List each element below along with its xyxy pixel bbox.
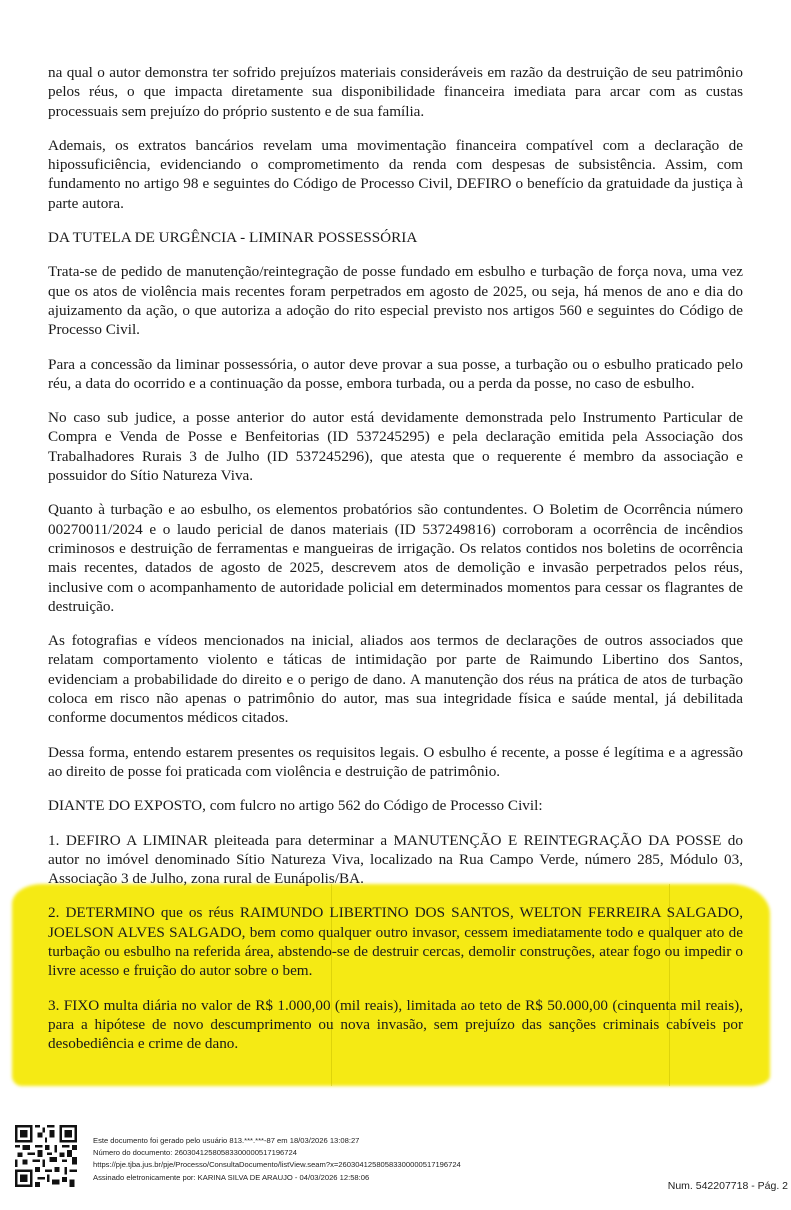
order-item-3-multa-diaria: 3. FIXO multa diária no valor de R$ 1.000,00 (mil reais), limitada ao teto de R$ 50.000,00 (cinquenta mil reais), para a hipótese de novo descumprimento ou nova invasão, sem prejuízo das sanções criminais cabíveis por desobediência e crime de dano.	[48, 996, 743, 1053]
document-url-line[interactable]: https://pje.tjba.jus.br/pje/Processo/ConsultaDocumento/listView.seam?x=26030412580583300000517196724	[93, 1160, 461, 1170]
order-item-2-determino: 2. DETERMINO que os réus RAIMUNDO LIBERTINO DOS SANTOS, WELTON FERREIRA SALGADO, JOELSON ALVES SALGADO, bem como qualquer outro invasor, cessem imediatamente todo e qualquer ato de turbação ou esbulho na referida área, abstendo-se de destruir cercas, demolir construções, atear fogo ou impedir o livre acesso e fruição do autor sobre o bem.	[48, 904, 743, 980]
signed-by-line: Assinado eletronicamente por: KARINA SILVA DE ARAUJO - 04/03/2026 12:58:06	[93, 1172, 370, 1182]
electronic-signature-info	[93, 1135, 461, 1184]
generated-by-line: Este documento foi gerado pelo usuário 813.***.***-87 em 18/03/2026 13:08:27	[93, 1136, 360, 1145]
order-item-1-defiro-liminar: 1. DEFIRO A LIMINAR pleiteada para determinar a MANUTENÇÃO E REINTEGRAÇÃO DA POSSE do autor no imóvel denominado Sítio Natureza Viva, localizado na Rua Campo Verde, número 285, Módulo 03, Associação 3 de Julho, zona rural de Eunápolis/BA.	[48, 831, 743, 888]
paragraph-extratos-bancarios: Ademais, os extratos bancários revelam uma movimentação financeira compatível com a declaração de hipossuficiência, evidenciando o comprometimento da renda com despesas de subsistência. Assim, com fundamento no artigo 98 e seguintes do Código de Processo Civil, DEFIRO o benefício da gratuidade da justiça à parte autora.	[48, 136, 743, 212]
paragraph-fotografias-videos: As fotografias e vídeos mencionados na inicial, aliados aos termos de declarações de outros associados que relatam comportamento violento e táticas de intimidação por parte de Raimundo Libertino dos Santos, evidenciam a probabilidade do direito e o perigo de dano. A manutenção dos réus na prática de atos de turbação coloca em risco não apenas o patrimônio do autor, mas sua integridade física e saúde mental, já debilitada conforme documentos médicos citados.	[48, 632, 743, 727]
paragraph-diante-do-exposto: DIANTE DO EXPOSTO, com fulcro no artigo 562 do Código de Processo Civil:	[48, 797, 543, 815]
paragraph-concessao-liminar: Para a concessão da liminar possessória, o autor deve provar a sua posse, a turbação ou o esbulho praticado pelo réu, a data do ocorrido e a continuação da posse, embora turbada, ou a perda da posse, no caso de esbulho.	[48, 355, 743, 392]
document-number-line: Número do documento: 26030412580583300000517196724	[93, 1148, 297, 1158]
page-number: Num. 542207718 - Pág. 2	[667, 1180, 788, 1192]
section-heading-tutela: DA TUTELA DE URGÊNCIA - LIMINAR POSSESSÓRIA	[48, 229, 418, 247]
paragraph-requisitos-legais: Dessa forma, entendo estarem presentes os requisitos legais. O esbulho é recente, a posse é legítima e a agressão ao direito de posse foi praticada com violência e destruição de patrimônio.	[48, 743, 743, 780]
paragraph-caso-sub-judice: No caso sub judice, a posse anterior do autor está devidamente demonstrada pelo Instrumento Particular de Compra e Venda de Posse e Benfeitorias (ID 537245295) e pela declaração emitida pela Associação dos Trabalhadores Rurais 3 de Julho (ID 537245296), que atesta que o requerente é membro da associação e possuidor do Sítio Natureza Viva.	[48, 409, 743, 485]
paragraph-turbacao-esbulho: Quanto à turbação e ao esbulho, os elementos probatórios são contundentes. O Boletim de Ocorrência número 00270011/2024 e o laudo pericial de danos materiais (ID 537249816) corroboram a ocorrência de incêndios criminosos e destruição de ferramentas e mangueiras de irrigação. Os relatos contidos nos boletins de ocorrência mais recentes, datados de agosto de 2025, descrevem atos de demolição e invasão perpetrados pelos réus, inclusive com o acompanhamento de autoridade policial em determinados momentos para cessar os flagrantes de destruição.	[48, 501, 743, 615]
qr-code-icon	[15, 1125, 77, 1187]
document-body	[48, 63, 743, 1068]
paragraph-gratuidade-continuation: na qual o autor demonstra ter sofrido prejuízos materiais consideráveis em razão da destruição de seu patrimônio pelos réus, o que impacta diretamente sua disponibilidade financeira imediata para arcar com as custas processuais sem prejuízo do próprio sustento e de sua família.	[48, 64, 743, 120]
paragraph-pedido-manutencao: Trata-se de pedido de manutenção/reintegração de posse fundado em esbulho e turbação de força nova, uma vez que os atos de violência mais recentes foram perpetrados em agosto de 2025, ou seja, há menos de ano e dia do ajuizamento da ação, o que autoriza a adoção do rito especial previsto nos artigos 560 e seguintes do Código de Processo Civil.	[48, 263, 743, 339]
